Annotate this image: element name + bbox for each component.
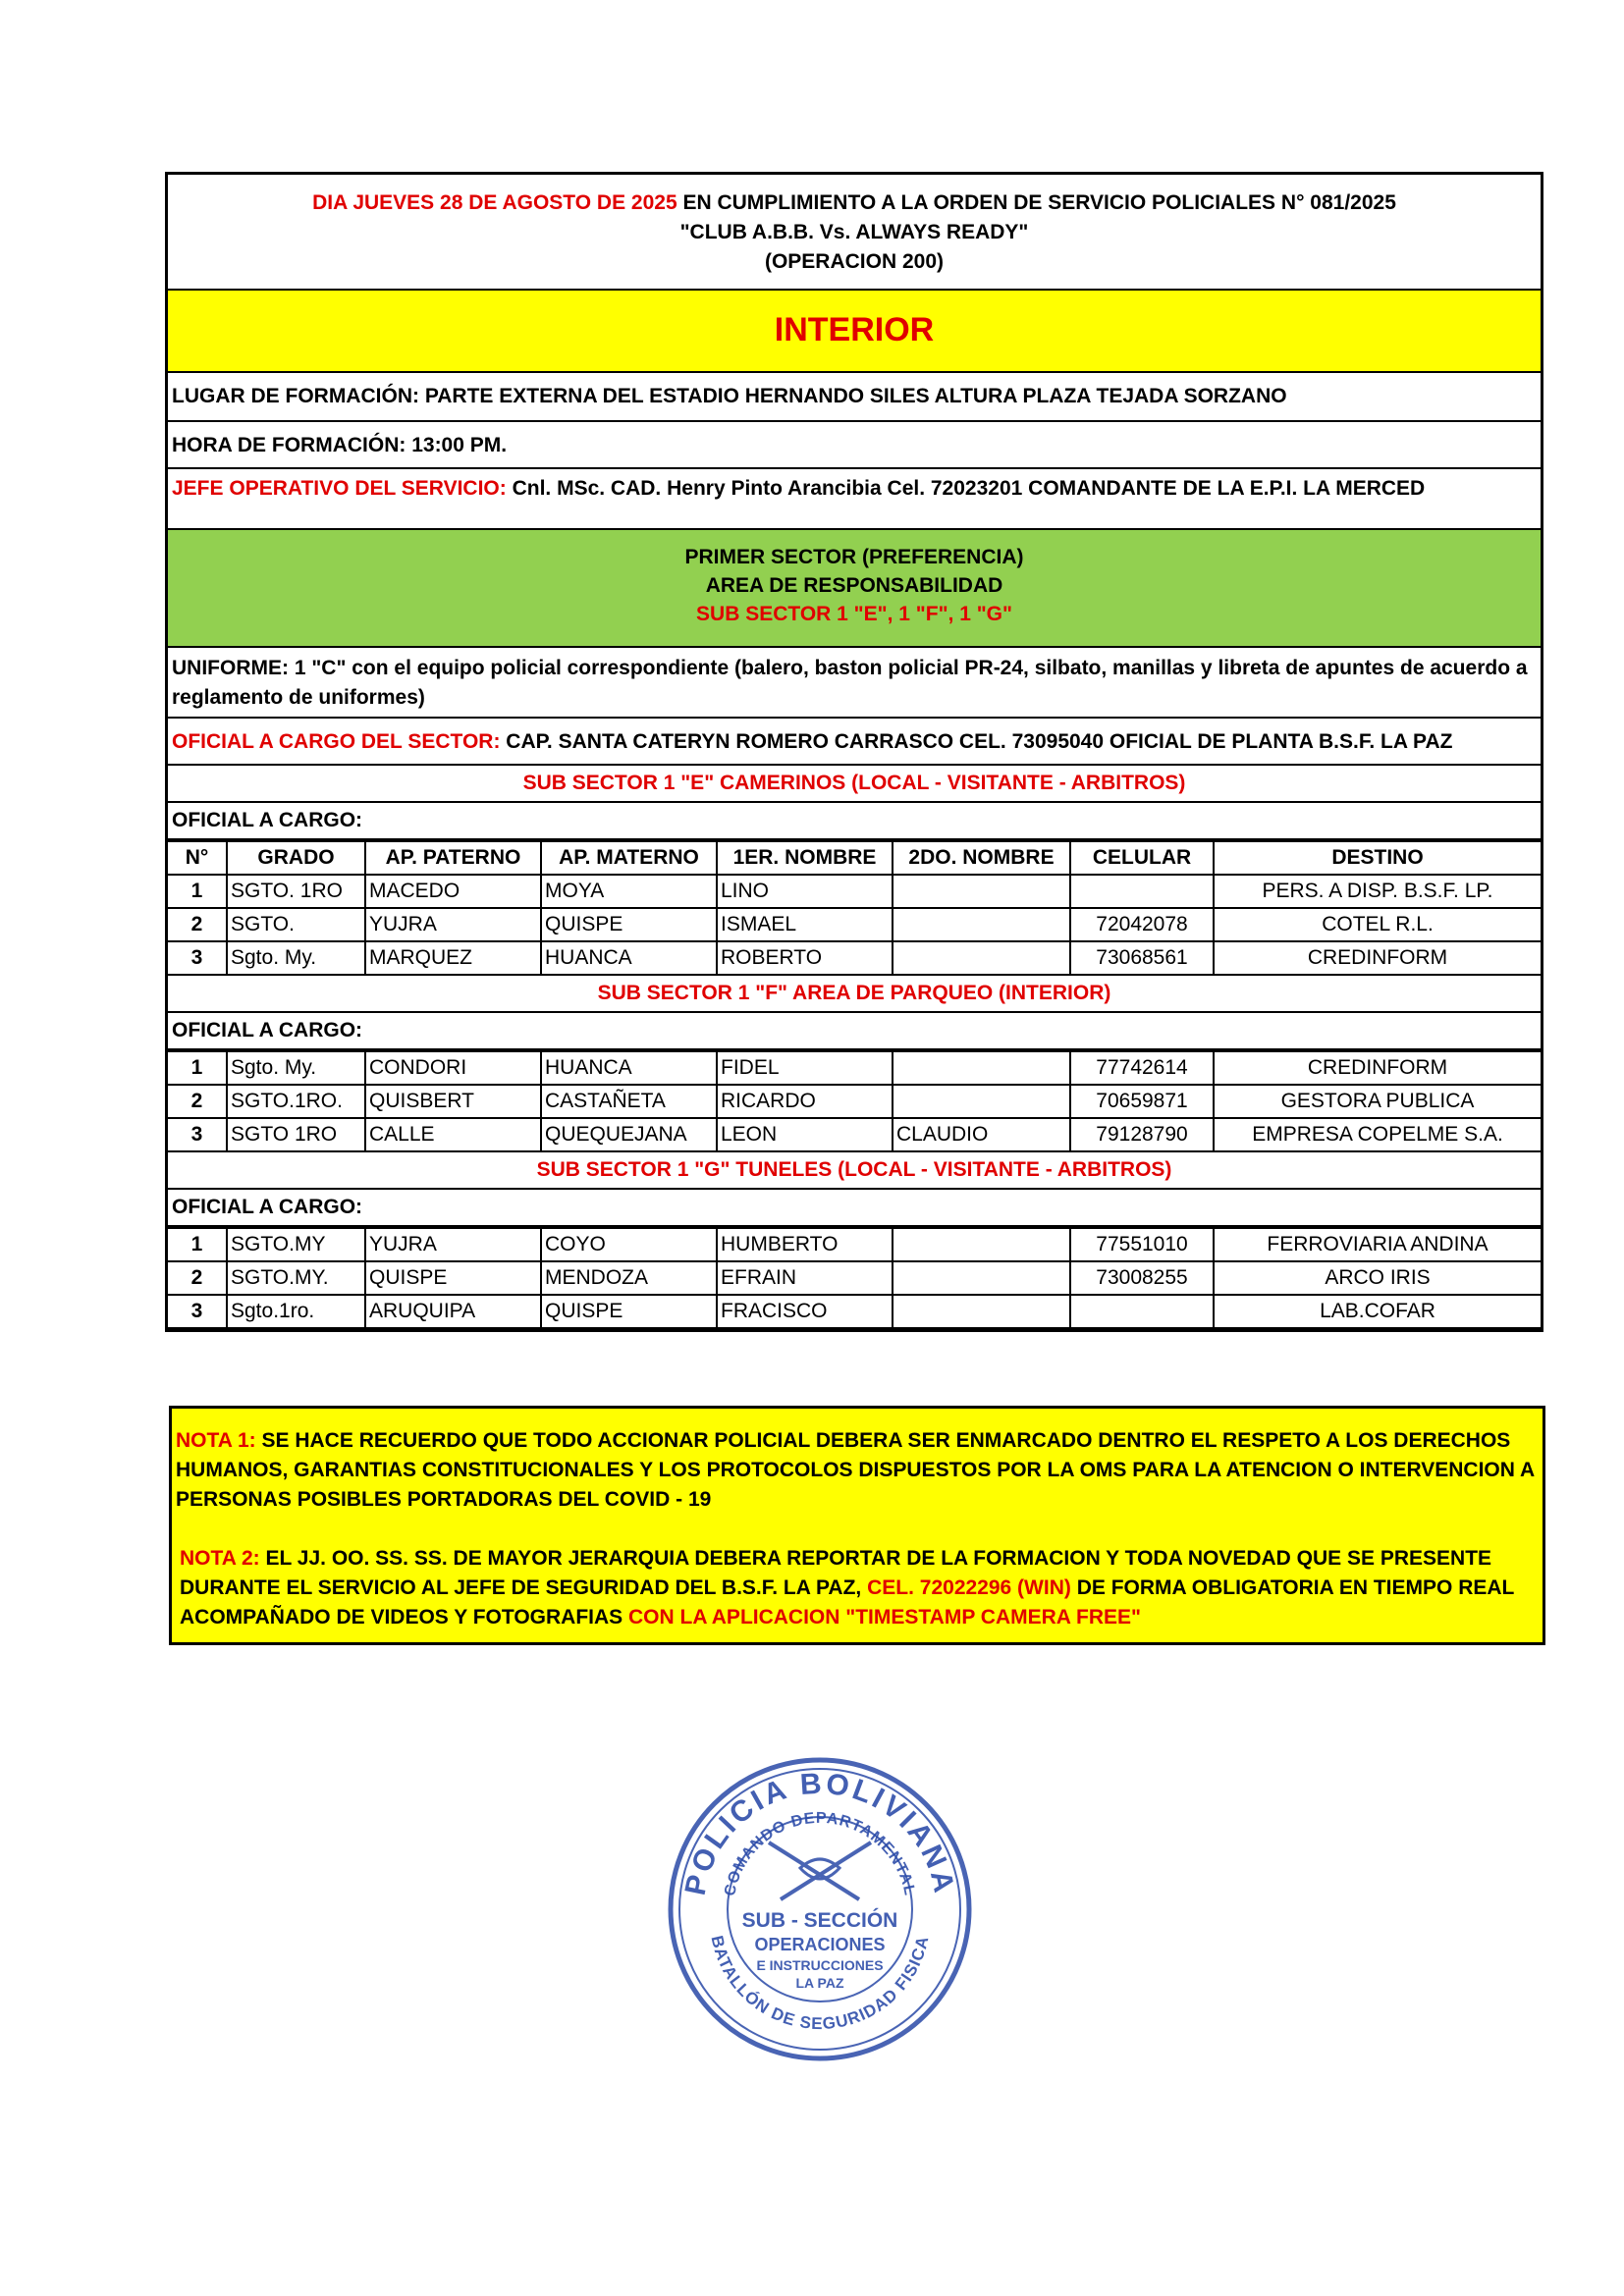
column-header: GRADO [227, 841, 365, 875]
note-2-phone: CEL. 72022296 (WIN) [867, 1576, 1071, 1599]
crossed-rifles-icon [769, 1842, 871, 1899]
paternal-surname-cell: QUISBERT [365, 1085, 541, 1118]
table-row [168, 941, 1541, 975]
maternal-surname-cell: CASTAÑETA [541, 1085, 717, 1118]
table-row [168, 1118, 1541, 1151]
personnel-table-e [168, 840, 1541, 976]
seal-center-line-1: SUB - SECCIÓN [741, 1909, 898, 1932]
sector-officer-value: CAP. SANTA CATERYN ROMERO CARRASCO CEL. 73095040 OFICIAL DE PLANTA B.S.F. LA PAZ [500, 730, 1453, 753]
paternal-surname-cell: MARQUEZ [365, 941, 541, 975]
second-name-cell [893, 941, 1070, 975]
subsector-g-title: SUB SECTOR 1 "G" TUNELES (LOCAL - VISITANTE - ARBITROS) [168, 1152, 1541, 1190]
rank-cell: SGTO.MY [227, 1228, 365, 1261]
maternal-surname-cell: HUANCA [541, 941, 717, 975]
operative-chief [168, 469, 1541, 530]
seal-center-line-2: OPERACIONES [754, 1935, 886, 1954]
second-name-cell [893, 1051, 1070, 1085]
sector-subsectors: SUB SECTOR 1 "E", 1 "F", 1 "G" [696, 603, 1012, 625]
phone-cell [1070, 875, 1214, 908]
operation-name: (OPERACION 200) [764, 250, 945, 273]
rank-cell: SGTO. 1RO [227, 875, 365, 908]
personnel-table-f [168, 1050, 1541, 1152]
seal-center-line-4: LA PAZ [795, 1975, 844, 1991]
police-seal-stamp [663, 1752, 977, 2066]
seal-center-line-3: E INSTRUCCIONES [756, 1957, 884, 1973]
seal-inner-text: COMANDO DEPARTAMENTAL [722, 1809, 918, 1898]
first-name-cell: LINO [717, 875, 893, 908]
sector-officer [168, 719, 1541, 766]
table-row [168, 1261, 1541, 1295]
paternal-surname-cell: CALLE [365, 1118, 541, 1151]
destination-cell: LAB.COFAR [1214, 1295, 1541, 1328]
second-name-cell [893, 1228, 1070, 1261]
paternal-surname-cell: ARUQUIPA [365, 1295, 541, 1328]
maternal-surname-cell: QUISPE [541, 1295, 717, 1328]
column-header: 1ER. NOMBRE [717, 841, 893, 875]
phone-cell: 72042078 [1070, 908, 1214, 941]
row-number: 1 [168, 1051, 227, 1085]
table-row [168, 1051, 1541, 1085]
destination-cell: FERROVIARIA ANDINA [1214, 1228, 1541, 1261]
table-row [168, 1228, 1541, 1261]
note-2-text: EL JJ. OO. SS. SS. DE MAYOR JERARQUIA DEBERA REPORTAR DE LA FORMACION Y TODA NOVEDAD QUE SE PRESENTE DURANTE EL SERVICIO AL JEFE DE SEGURIDAD DEL B.S.F. LA PAZ, [180, 1547, 1492, 1599]
first-name-cell: FIDEL [717, 1051, 893, 1085]
order-header [168, 175, 1541, 291]
note-1-label: NOTA 1: [176, 1429, 256, 1452]
subsector-f-title: SUB SECTOR 1 "F" AREA DE PARQUEO (INTERIOR) [168, 976, 1541, 1013]
rank-cell: Sgto.1ro. [227, 1295, 365, 1328]
destination-cell: PERS. A DISP. B.S.F. LP. [1214, 875, 1541, 908]
first-name-cell: ROBERTO [717, 941, 893, 975]
first-name-cell: ISMAEL [717, 908, 893, 941]
subsector-e-title: SUB SECTOR 1 "E" CAMERINOS (LOCAL - VISITANTE - ARBITROS) [168, 766, 1541, 803]
operative-chief-value: Cnl. MSc. CAD. Henry Pinto Arancibia Cel. 72023201 COMANDANTE DE LA E.P.I. LA MERCED [506, 477, 1426, 500]
column-header: DESTINO [1214, 841, 1541, 875]
rank-cell: SGTO.MY. [227, 1261, 365, 1295]
uniform-requirement: UNIFORME: 1 "C" con el equipo policial correspondiente (balero, baston policial PR-24, silbato, manillas y libreta de apuntes de acuerdo a reglamento de uniformes) [168, 648, 1541, 719]
order-date: DIA JUEVES 28 DE AGOSTO DE 2025 [312, 191, 677, 214]
personnel-table-g [168, 1227, 1541, 1329]
match-title: "CLUB A.B.B. Vs. ALWAYS READY" [679, 221, 1029, 243]
maternal-surname-cell: HUANCA [541, 1051, 717, 1085]
phone-cell: 70659871 [1070, 1085, 1214, 1118]
phone-cell [1070, 1295, 1214, 1328]
order-reference: EN CUMPLIMIENTO A LA ORDEN DE SERVICIO POLICIALES N° 081/2025 [677, 191, 1396, 214]
paternal-surname-cell: YUJRA [365, 1228, 541, 1261]
notes-box [169, 1406, 1545, 1645]
row-number: 3 [168, 1118, 227, 1151]
row-number: 1 [168, 875, 227, 908]
maternal-surname-cell: MOYA [541, 875, 717, 908]
service-order-sheet [165, 172, 1543, 1332]
sector-officer-label: OFICIAL A CARGO DEL SECTOR: [172, 730, 501, 753]
officer-in-charge-label: OFICIAL A CARGO: [168, 1190, 1541, 1227]
column-header: 2DO. NOMBRE [893, 841, 1070, 875]
table-header-row [168, 841, 1541, 875]
first-name-cell: EFRAIN [717, 1261, 893, 1295]
row-number: 2 [168, 908, 227, 941]
operative-chief-label: JEFE OPERATIVO DEL SERVICIO: [172, 477, 507, 500]
phone-cell: 77742614 [1070, 1051, 1214, 1085]
rank-cell: SGTO. [227, 908, 365, 941]
first-name-cell: HUMBERTO [717, 1228, 893, 1261]
rank-cell: Sgto. My. [227, 941, 365, 975]
table-row [168, 875, 1541, 908]
maternal-surname-cell: QUEQUEJANA [541, 1118, 717, 1151]
rank-cell: SGTO 1RO [227, 1118, 365, 1151]
second-name-cell [893, 1295, 1070, 1328]
note-2-label: NOTA 2: [180, 1547, 260, 1570]
formation-time: HORA DE FORMACIÓN: 13:00 PM. [168, 422, 1541, 469]
second-name-cell: CLAUDIO [893, 1118, 1070, 1151]
phone-cell: 73008255 [1070, 1261, 1214, 1295]
seal-outer-text: POLICIA BOLIVIANA [678, 1767, 961, 1898]
row-number: 1 [168, 1228, 227, 1261]
column-header: AP. MATERNO [541, 841, 717, 875]
maternal-surname-cell: QUISPE [541, 908, 717, 941]
column-header: N° [168, 841, 227, 875]
second-name-cell [893, 875, 1070, 908]
phone-cell: 77551010 [1070, 1228, 1214, 1261]
phone-cell: 73068561 [1070, 941, 1214, 975]
rank-cell: SGTO.1RO. [227, 1085, 365, 1118]
note-1-text: SE HACE RECUERDO QUE TODO ACCIONAR POLICIAL DEBERA SER ENMARCADO DENTRO EL RESPETO A LOS DERECHOS HUMANOS, GARANTIAS CONSTITUCIONALES Y LOS PROTOCOLOS DISPUESTOS POR LA OMS PARA LA ATENCION O INTERVENCION A PERSONAS POSIBLES PORTADORAS DEL COVID - 19 [176, 1429, 1535, 1511]
paternal-surname-cell: CONDORI [365, 1051, 541, 1085]
section-title: INTERIOR [168, 291, 1541, 373]
table-row [168, 908, 1541, 941]
seal-bottom-text: BATALLÓN DE SEGURIDAD FISICA [707, 1934, 933, 2034]
formation-place: LUGAR DE FORMACIÓN: PARTE EXTERNA DEL ESTADIO HERNANDO SILES ALTURA PLAZA TEJADA SORZANO [168, 373, 1541, 422]
phone-cell: 79128790 [1070, 1118, 1214, 1151]
row-number: 2 [168, 1261, 227, 1295]
note-2-text-continued: DE FORMA OBLIGATORIA EN TIEMPO REAL ACOMPAÑADO DE VIDEOS Y FOTOGRAFIAS [180, 1576, 1514, 1629]
destination-cell: GESTORA PUBLICA [1214, 1085, 1541, 1118]
officer-in-charge-label: OFICIAL A CARGO: [168, 803, 1541, 840]
first-name-cell: FRACISCO [717, 1295, 893, 1328]
maternal-surname-cell: COYO [541, 1228, 717, 1261]
paternal-surname-cell: QUISPE [365, 1261, 541, 1295]
rank-cell: Sgto. My. [227, 1051, 365, 1085]
column-header: AP. PATERNO [365, 841, 541, 875]
table-row [168, 1295, 1541, 1328]
paternal-surname-cell: MACEDO [365, 875, 541, 908]
paternal-surname-cell: YUJRA [365, 908, 541, 941]
table-row [168, 1085, 1541, 1118]
destination-cell: COTEL R.L. [1214, 908, 1541, 941]
row-number: 2 [168, 1085, 227, 1118]
sector-area: AREA DE RESPONSABILIDAD [705, 574, 1003, 597]
first-name-cell: LEON [717, 1118, 893, 1151]
second-name-cell [893, 908, 1070, 941]
row-number: 3 [168, 1295, 227, 1328]
destination-cell: EMPRESA COPELME S.A. [1214, 1118, 1541, 1151]
first-name-cell: RICARDO [717, 1085, 893, 1118]
second-name-cell [893, 1261, 1070, 1295]
destination-cell: CREDINFORM [1214, 1051, 1541, 1085]
destination-cell: ARCO IRIS [1214, 1261, 1541, 1295]
sector-banner [168, 530, 1541, 648]
note-2-app: CON LA APLICACION "TIMESTAMP CAMERA FREE" [628, 1606, 1141, 1629]
sector-name: PRIMER SECTOR (PREFERENCIA) [684, 546, 1024, 568]
column-header: CELULAR [1070, 841, 1214, 875]
second-name-cell [893, 1085, 1070, 1118]
officer-in-charge-label: OFICIAL A CARGO: [168, 1013, 1541, 1050]
row-number: 3 [168, 941, 227, 975]
maternal-surname-cell: MENDOZA [541, 1261, 717, 1295]
destination-cell: CREDINFORM [1214, 941, 1541, 975]
note-2 [176, 1544, 1539, 1632]
note-1 [176, 1426, 1539, 1515]
